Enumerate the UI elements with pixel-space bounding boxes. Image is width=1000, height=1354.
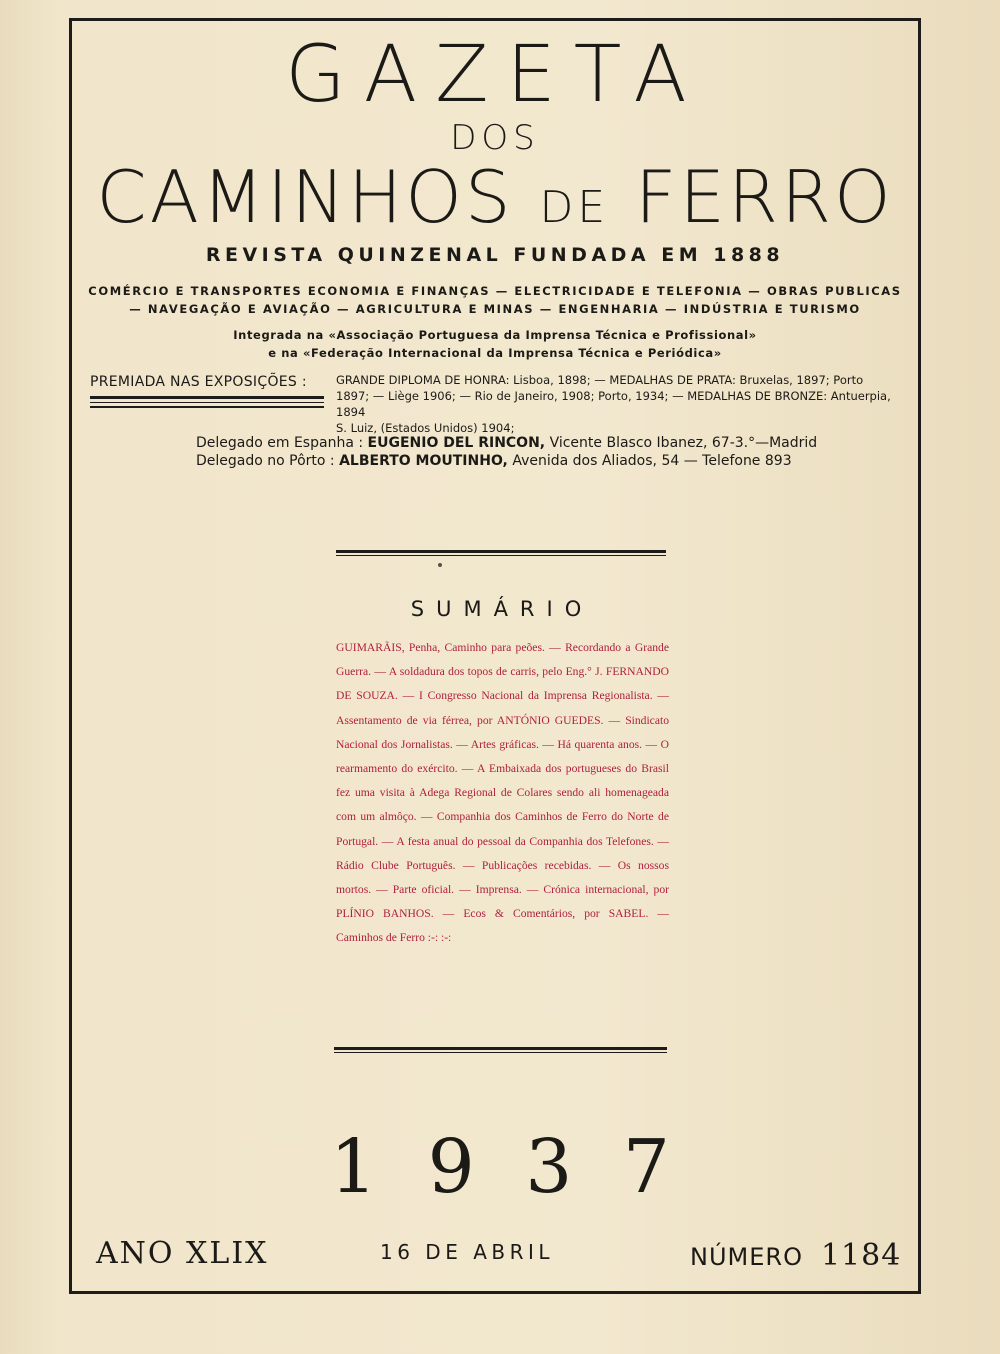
awards-line-2: 1897; — Liège 1906; — Rio de Janeiro, 1908; Porto, 1934; — MEDALHAS DE BRONZE: Antuerpia, 1894 — [336, 389, 891, 419]
delegate-spain-address: Vicente Blasco Ibanez, 67-3.°—Madrid — [549, 435, 818, 451]
topics — [69, 282, 921, 318]
awards-rule-mid — [90, 402, 324, 403]
delegate-spain-label: Delegado em Espanha : — [196, 435, 364, 451]
masthead-subtitle: REVISTA QUINZENAL FUNDADA EM 1888 — [205, 244, 785, 266]
masthead-title: GAZETA — [285, 30, 705, 120]
summary-rule-bottom-1 — [334, 1047, 667, 1050]
delegates — [196, 434, 836, 470]
association-line-1: Integrada na «Associação Portuguesa da Imprensa Técnica e Profissional» — [233, 328, 757, 342]
summary-rule-bottom-2 — [334, 1052, 667, 1053]
year-digit-4: 7 — [622, 1124, 670, 1210]
year-digit-1: 1 — [330, 1124, 378, 1210]
masthead-dos: DOS — [450, 118, 540, 158]
issue-date: 16 DE ABRIL — [380, 1240, 555, 1264]
masthead-ferro: FERRO — [609, 155, 894, 239]
year — [330, 1124, 670, 1210]
awards-label: PREMIADA NAS EXPOSIÇÕES : — [90, 374, 307, 390]
issue-number-label: NÚMERO — [690, 1243, 803, 1271]
masthead-caminhos: CAMINHOS — [96, 155, 540, 239]
delegate-porto-address: Avenida dos Aliados, 54 — Telefone 893 — [512, 453, 792, 469]
issue-number — [690, 1238, 901, 1273]
delegate-spain — [196, 434, 836, 452]
delegate-porto — [196, 452, 836, 470]
association-line-2: e na «Federação Internacional da Imprensa Técnica e Periódica» — [268, 346, 722, 360]
masthead-de: DE — [539, 182, 610, 233]
summary-rule-top-1 — [336, 550, 666, 553]
association — [69, 326, 921, 362]
topics-line-2: — NAVEGAÇÃO E AVIAÇÃO — AGRICULTURA E MINAS — ENGENHARIA — INDÚSTRIA E TURISMO — [129, 302, 861, 316]
awards-line-1: GRANDE DIPLOMA DE HONRA: Lisboa, 1898; — MEDALHAS DE PRATA: Bruxelas, 1897; Porto — [336, 373, 864, 387]
summary-heading: SUMÁRIO — [410, 597, 594, 621]
issue-number-value: 1184 — [820, 1238, 902, 1273]
volume-year: ANO XLIX — [96, 1236, 269, 1271]
summary-rule-top-2 — [336, 555, 666, 556]
awards-rule-top — [90, 396, 324, 399]
ornament-dot — [438, 563, 442, 567]
masthead-caminhos-de-ferro — [69, 155, 921, 239]
delegate-spain-name: EUGENIO DEL RINCON, — [367, 435, 546, 451]
delegate-porto-name: ALBERTO MOUTINHO, — [339, 453, 508, 469]
delegate-porto-label: Delegado no Pôrto : — [196, 453, 335, 469]
awards-rule-bottom — [90, 406, 324, 408]
year-digit-3: 3 — [525, 1124, 573, 1210]
topics-line-1: COMÉRCIO E TRANSPORTES ECONOMIA E FINANÇAS — ELECTRICIDADE E TELEFONIA — OBRAS PUBLICAS — [88, 284, 902, 298]
awards-line-3: S. Luiz, (Estados Unidos) 1904; — [336, 421, 515, 435]
summary-text: GUIMARÃIS, Penha, Caminho para peões. — Recordando a Grande Guerra. — A soldadura dos topos de carris, pelo Eng.° J. FERNANDO DE SOUZA. — I Congresso Nacional da Imprensa Regionalista. — Assentamento de via férrea, por ANTÓNIO GUEDES. — Sindicato Nacional dos Jornalistas. — Artes gráficas. — Há quarenta anos. — O rearmamento do exército. — A Embaixada dos portugueses do Brasil fez uma visita à Adega Regional de Colares sendo ali homenageada com um almôço. — Companhia dos Caminhos de Ferro do Norte de Portugal. — A festa anual do pessoal da Companhia dos Telefones. — Rádio Clube Português. — Publicações recebidas. — Os nossos mortos. — Parte oficial. — Imprensa. — Crónica internacional, por PLÍNIO BANHOS. — Ecos & Comentários, por SABEL. — Caminhos de Ferro :-: :-: — [336, 641, 669, 945]
awards-list — [336, 372, 906, 436]
year-digit-2: 9 — [427, 1124, 475, 1210]
